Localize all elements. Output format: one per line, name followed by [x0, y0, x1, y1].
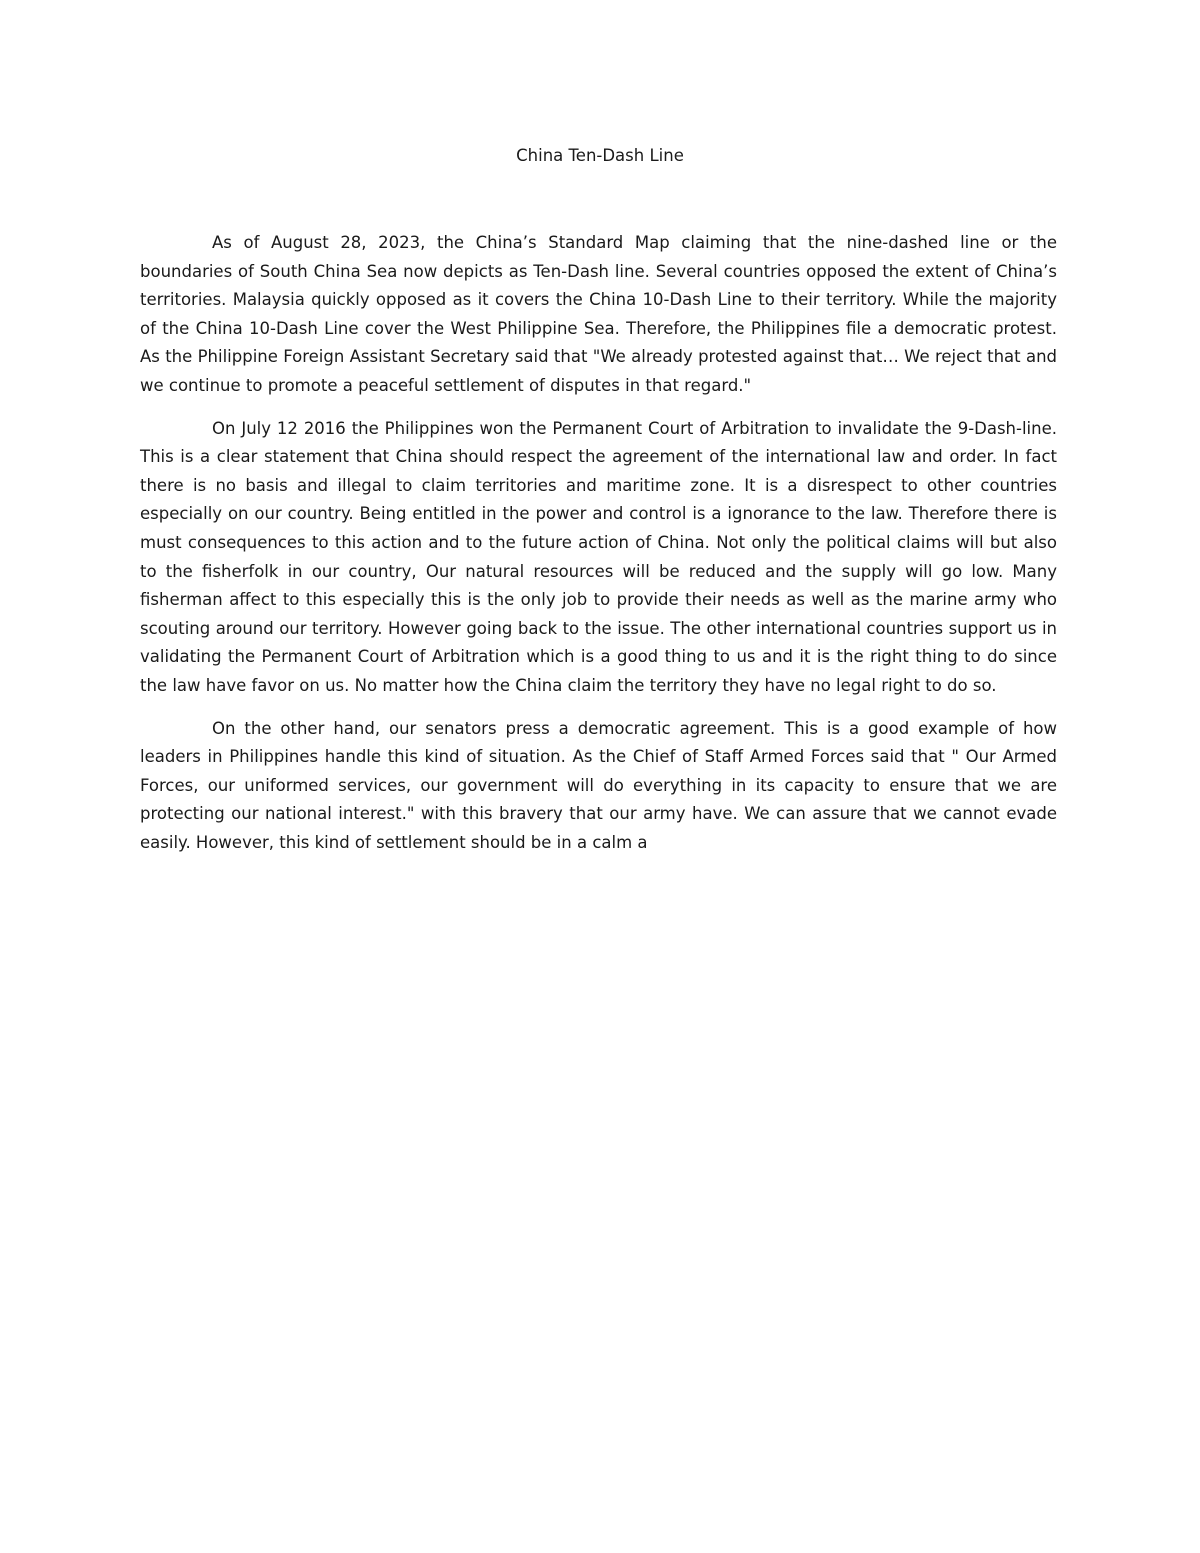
paragraph-2: On July 12 2016 the Philippines won the Permanent Court of Arbitration to invalidate the 9-Dash-line. This is a clear statement that China should respect the agreement of the international law and order. In fact there is no basis and illegal to claim territories and maritime zone. It is a disrespect to other countries especially on our country. Being entitled in the power and control is a ignorance to the law. Therefore there is must consequences to this action and to the future action of China. Not only the political claims will but also to the fisherfolk in our country, Our natural resources will be reduced and the supply will go low. Many fisherman affect to this especially this is the only job to provide their needs as well as the marine army who scouting around our territory. However going back to the issue. The other international countries support us in validating the Permanent Court of Arbitration which is a good thing to us and it is the right thing to do since the law have favor on us. No matter how the China claim the territory they have no legal right to do so.: [140, 418, 1057, 695]
document-title: China Ten-Dash Line: [516, 146, 684, 165]
document-body: [140, 229, 1057, 871]
paragraph-1: As of August 28, 2023, the China’s Standard Map claiming that the nine-dashed line or the boundaries of South China Sea now depicts as Ten-Dash line. Several countries opposed the extent of China’s territories. Malaysia quickly opposed as it covers the China 10-Dash Line to their territory. While the majority of the China 10-Dash Line cover the West Philippine Sea. Therefore, the Philippines file a democratic protest. As the Philippine Foreign Assistant Secretary said that "We already protested against that… We reject that and we continue to promote a peaceful settlement of disputes in that regard.": [140, 233, 1057, 395]
paragraph-3: On the other hand, our senators press a democratic agreement. This is a good example of how leaders in Philippines handle this kind of situation. As the Chief of Staff Armed Forces said that " Our Armed Forces, our uniformed services, our government will do everything in its capacity to ensure that we are protecting our national interest." with this bravery that our army have. We can assure that we cannot evade easily. However, this kind of settlement should be in a calm a: [140, 718, 1057, 852]
